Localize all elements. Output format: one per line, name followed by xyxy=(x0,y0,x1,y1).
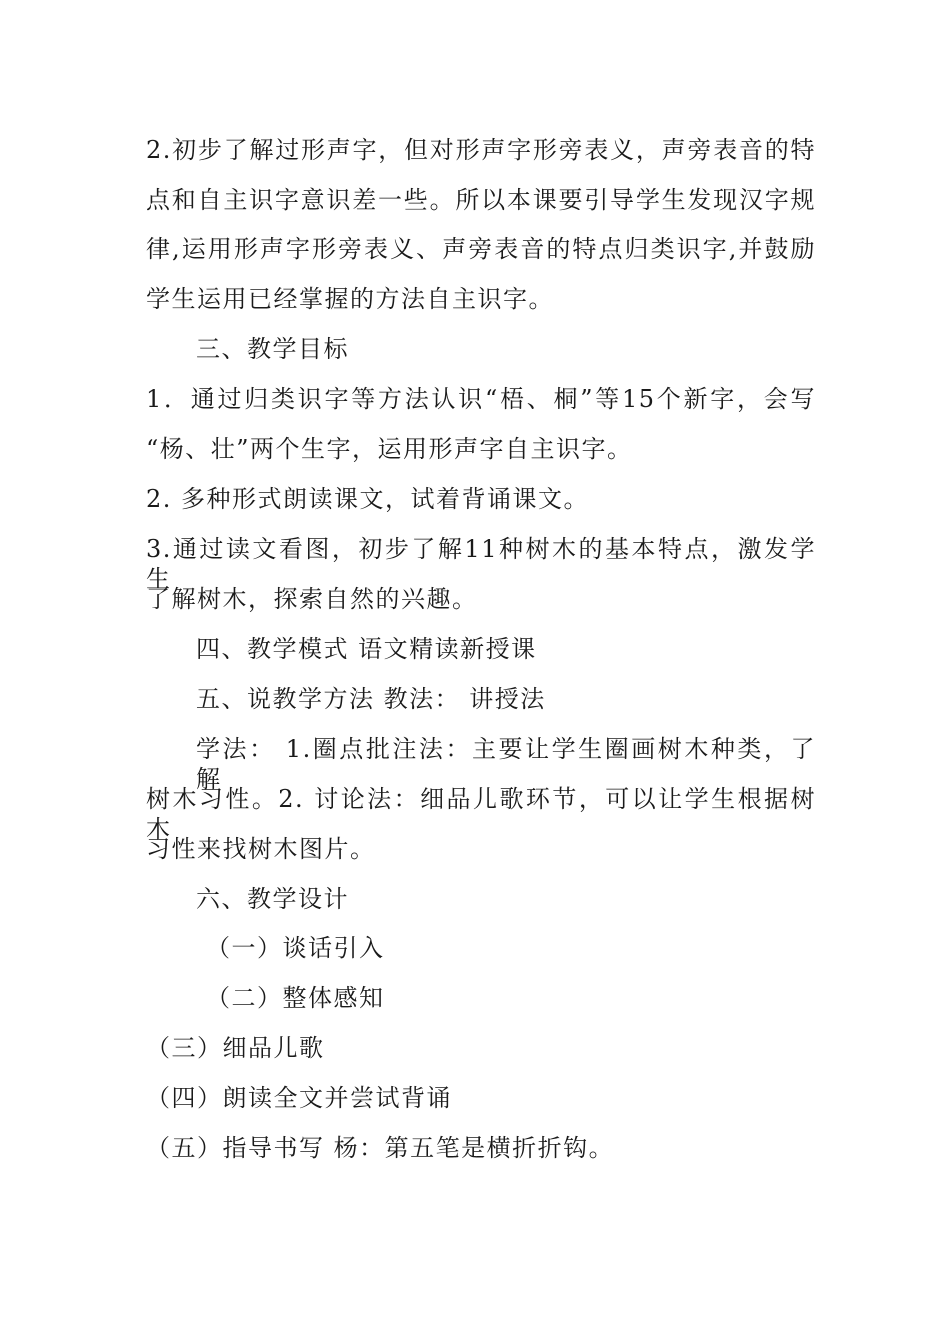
paragraph-line: 点和自主识字意识差一些。所以本课要引导学生发现汉字规 xyxy=(146,186,816,214)
subsection-item: （四）朗读全文并尝试背诵 xyxy=(146,1084,452,1112)
section-heading: 五、说教学方法 教法： 讲授法 xyxy=(196,685,546,713)
section-heading: 四、教学模式 语文精读新授课 xyxy=(196,635,537,663)
subsection-item: （二）整体感知 xyxy=(206,984,385,1012)
subsection-item: （三）细品儿歌 xyxy=(146,1034,325,1062)
section-heading: 六、教学设计 xyxy=(196,885,349,913)
paragraph-line: 了解树木，探索自然的兴趣。 xyxy=(146,585,478,613)
paragraph-line: 律,运用形声字形旁表义、声旁表音的特点归类识字,并鼓励 xyxy=(146,235,816,263)
paragraph-line: 树木习性。2. 讨论法：细品儿歌环节，可以让学生根据树木 xyxy=(146,785,816,843)
subsection-item: （一）谈话引入 xyxy=(206,934,385,962)
paragraph-line: “杨、壮”两个生字，运用形声字自主识字。 xyxy=(146,435,633,463)
section-heading: 三、教学目标 xyxy=(196,335,349,363)
subsection-item: （五）指导书写 杨：第五笔是横折折钩。 xyxy=(146,1134,615,1162)
list-item: 2. 多种形式朗读课文，试着背诵课文。 xyxy=(146,485,590,513)
paragraph-line: 2.初步了解过形声字，但对形声字形旁表义，声旁表音的特 xyxy=(146,136,816,164)
paragraph-line: 习性来找树木图片。 xyxy=(146,835,376,863)
list-item: 3.通过读文看图，初步了解11种树木的基本特点，激发学生 xyxy=(146,535,816,593)
paragraph-line: 学生运用已经掌握的方法自主识字。 xyxy=(146,285,554,313)
list-item: 1．通过归类识字等方法认识“梧、桐”等15个新字，会写 xyxy=(146,385,816,413)
paragraph-line: 学法： 1.圈点批注法：主要让学生圈画树木种类，了解 xyxy=(196,735,816,793)
